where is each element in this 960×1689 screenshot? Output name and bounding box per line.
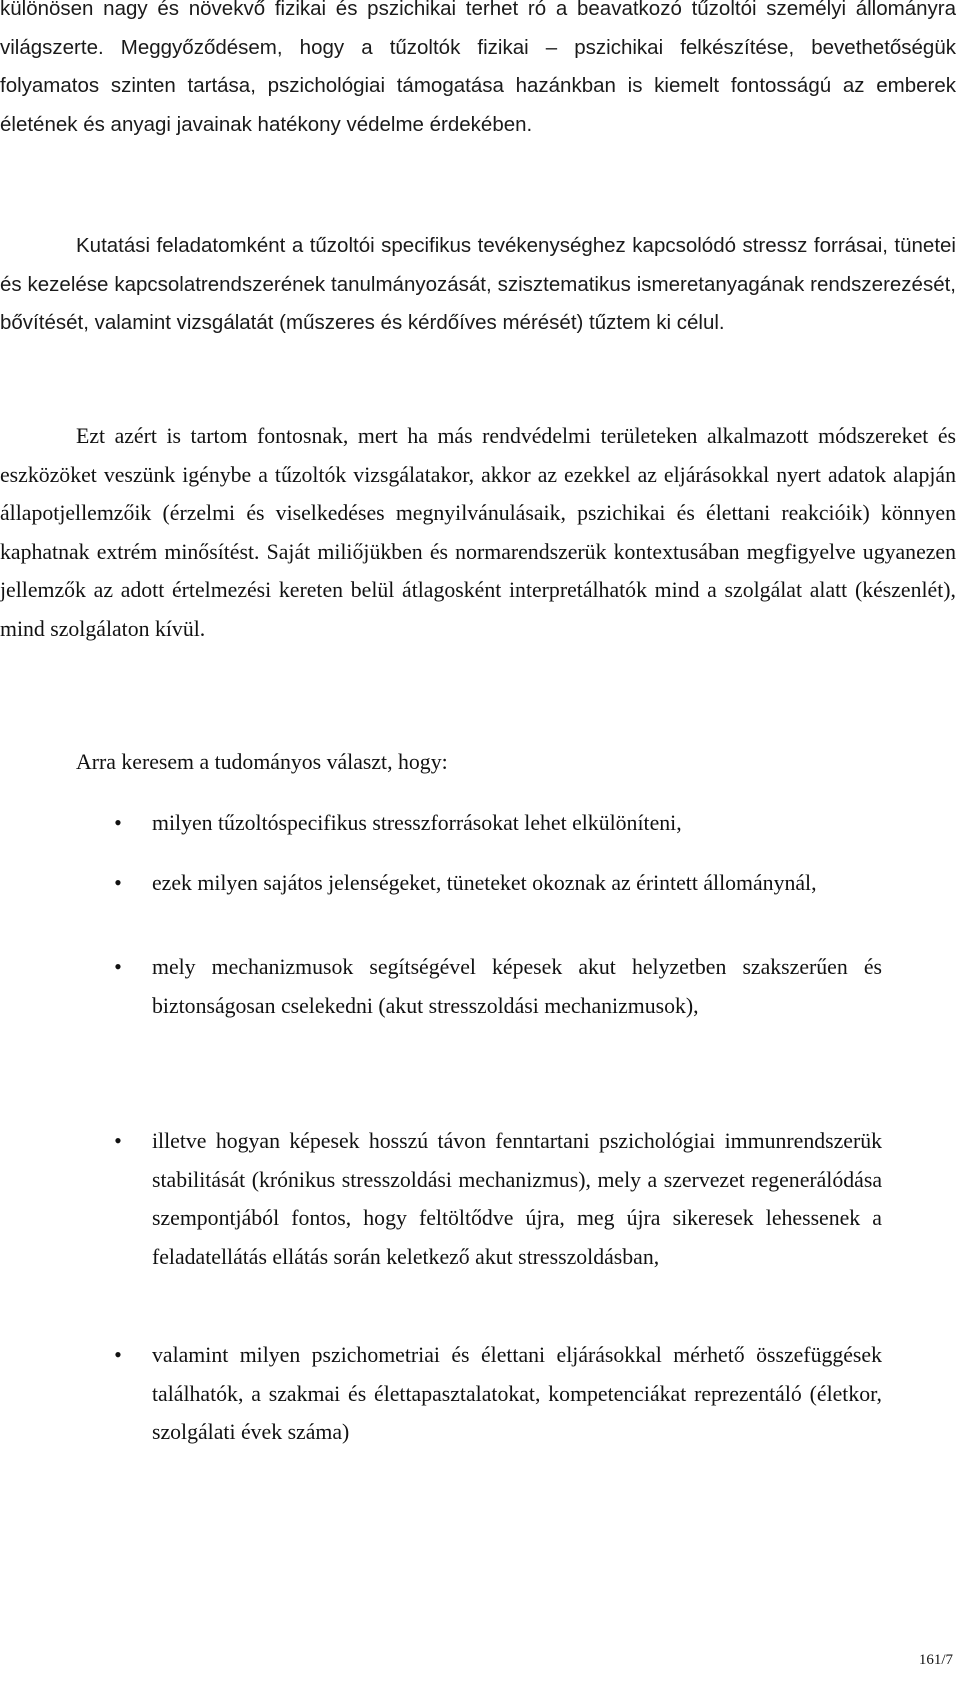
question-intro: Arra keresem a tudományos választ, hogy: (76, 750, 448, 774)
bullet-icon: • (114, 1128, 122, 1153)
list-item-text: milyen tűzoltóspecifikus stresszforrásokat lehet elkülöníteni, (152, 811, 682, 835)
paragraph-3: Ezt azért is tartom fontosnak, mert ha más rendvédelmi területeken alkalmazott módszereket és eszközöket veszünk igénybe a tűzoltók vizsgálatakor, akkor az ezekkel az eljárásokkal nyert adatok alapján állapotjellemzőik (érzelmi és viselkedéses megnyilvánulásaik, pszichikai és élettani reakcióik) könnyen kaphatnak extrém minősítést. Saját miliőjükben és normarendszerük kontextusában megfigyelve ugyanezen jellemzők az adott értelmezési kereten belül átlagosként interpretálhatók mind a szolgálat alatt (készenlét), mind szolgálaton kívül. (0, 424, 956, 641)
page-number: 161/7 (918, 1652, 953, 1668)
list-item (114, 948, 882, 1025)
bullet-icon: • (114, 954, 122, 979)
list-item-text: ezek milyen sajátos jelenségeket, tüneteket okoznak az érintett állománynál, (152, 871, 817, 895)
paragraph-1: különösen nagy és növekvő fizikai és pszichikai terhet ró a beavatkozó tűzoltói személyi állományra világszerte. Meggyőződésem, hogy a tűzoltók fizikai – pszichikai felkészítése, bevethetőségük folyamatos szinten tartása, pszichológiai támogatása hazánkban is kiemelt fontosságú az emberek életének és anyagi javainak hatékony védelme érdekében. (0, 0, 956, 136)
list-item (114, 1122, 882, 1276)
bullet-icon: • (114, 870, 122, 895)
bullet-icon: • (114, 1342, 122, 1367)
list-item-text: valamint milyen pszichometriai és élettani eljárásokkal mérhető összefüggések találhatók, a szakmai és élettapasztalatokat, kompetenciákat reprezentáló (életkor, szolgálati évek száma) (152, 1343, 882, 1445)
list-item (114, 864, 882, 903)
bullet-icon: • (114, 810, 122, 835)
list-item-text: illetve hogyan képesek hosszú távon fenntartani pszichológiai immunrendszerük stabilitását (krónikus stresszoldási mechanizmus), mely a szervezet regenerálódása szempontjából fontos, hogy feltöltődve újra, meg újra sikeresek lehessenek a feladatellátás ellátás során keletkező akut stresszoldásban, (152, 1129, 882, 1269)
paragraph-2: Kutatási feladatomként a tűzoltói specifikus tevékenységhez kapcsolódó stressz forrásai, tünetei és kezelése kapcsolatrendszerének tanulmányozását, szisztematikus ismeretanyagának rendszerezését, bővítését, valamint vizsgálatát (műszeres és kérdőíves mérését) tűztem ki célul. (0, 234, 956, 334)
list-item-text: mely mechanizmusok segítségével képesek akut helyzetben szakszerűen és biztonságosan cselekedni (akut stresszoldási mechanizmusok), (152, 955, 882, 1018)
list-item (114, 804, 882, 843)
list-item (114, 1336, 882, 1452)
